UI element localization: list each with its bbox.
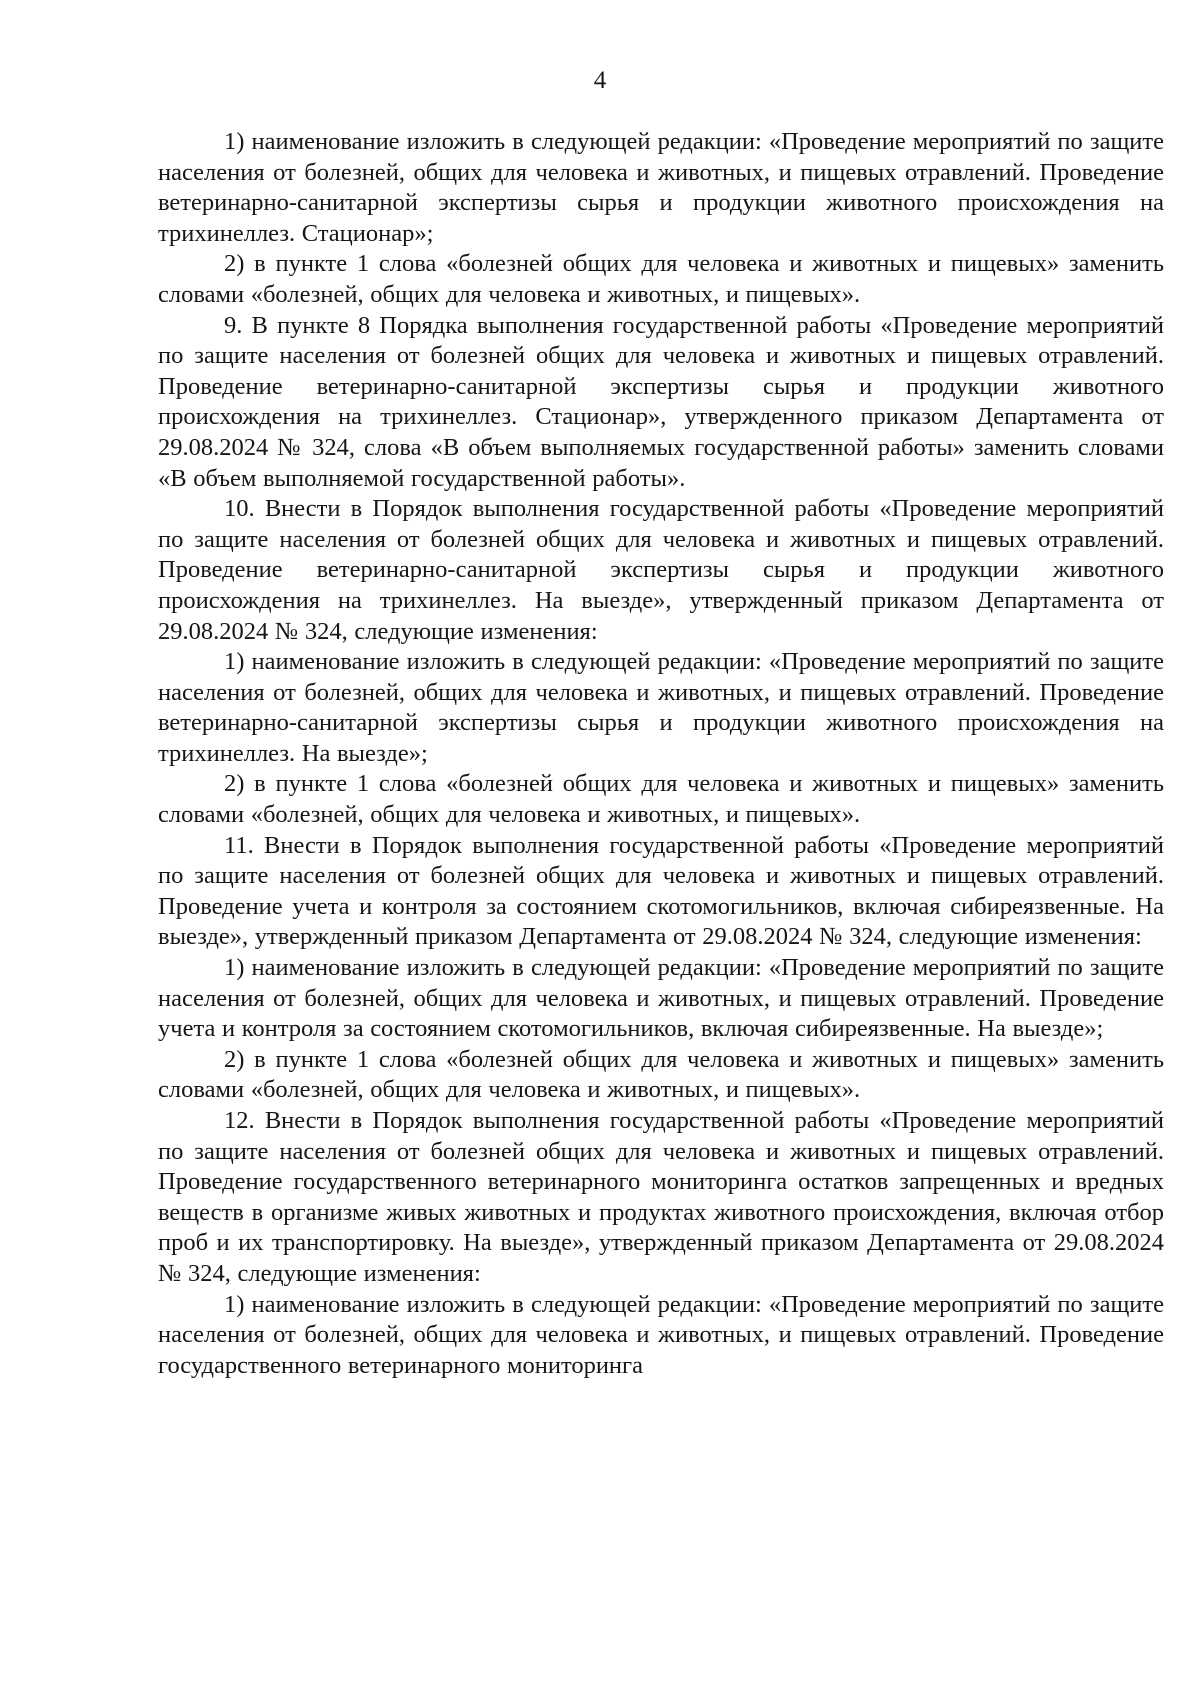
paragraph-item-2-point-1-burial-sites: 2) в пункте 1 слова «болезней общих для человека и животных и пищевых» заменить словами «болезней, общих для человека и животных, и пищевых». (158, 1045, 1164, 1104)
page-number: 4 (593, 67, 607, 94)
paragraph-item-2-point-1-trichinellosis-field: 2) в пункте 1 слова «болезней общих для человека и животных и пищевых» заменить словами «болезней, общих для человека и животных, и пищевых». (158, 770, 1164, 829)
paragraph-item-1-name-monitoring: 1) наименование изложить в следующей редакции: «Проведение мероприятий по защите населения от болезней, общих для человека и животных, и пищевых отравлений. Проведение государственного ветеринарного мониторинга (158, 1290, 1164, 1379)
paragraph-item-1-name-stationary: 1) наименование изложить в следующей редакции: «Проведение мероприятий по защите населения от болезней, общих для человека и животных, и пищевых отравлений. Проведение ветеринарно-санитарной экспертизы сырья и продукции животного происхождения на трихинеллез. Стационар»; (158, 128, 1164, 247)
paragraph-item-2-point-1-stationary: 2) в пункте 1 слова «болезней общих для человека и животных и пищевых» заменить словами «болезней, общих для человека и животных, и пищевых». (158, 250, 1164, 308)
paragraph-item-1-name-trichinellosis-field: 1) наименование изложить в следующей редакции: «Проведение мероприятий по защите населения от болезней, общих для человека и животных, и пищевых отравлений. Проведение ветеринарно-санитарной экспертизы сырья и продукции животного происхождения на трихинеллез. На выезде»; (158, 648, 1164, 767)
paragraph-section-12: 12. Внести в Порядок выполнения государственной работы «Проведение мероприятий по защите населения от болезней общих для человека и животных и пищевых отравлений. Проведение государственного ветеринарного мониторинга остатков запрещенных и вредных веществ в организме живых животных и продуктах животного происхождения, включая отбор проб и их транспортировку. На выезде», утвержденный приказом Департамента от 29.08.2024 № 324, следующие изменения: (158, 1107, 1164, 1287)
paragraph-item-1-name-burial-sites: 1) наименование изложить в следующей редакции: «Проведение мероприятий по защите населения от болезней, общих для человека и животных, и пищевых отравлений. Проведение учета и контроля за состоянием скотомогильников, включая сибиреязвенные. На выезде»; (158, 954, 1164, 1043)
paragraph-section-10: 10. Внести в Порядок выполнения государственной работы «Проведение мероприятий по защите населения от болезней общих для человека и животных и пищевых отравлений. Проведение ветеринарно-санитарной экспертизы сырья и продукции животного происхождения на трихинеллез. На выезде», утвержденный приказом Департамента от 29.08.2024 № 324, следующие изменения: (158, 495, 1164, 645)
paragraph-section-11: 11. Внести в Порядок выполнения государственной работы «Проведение мероприятий по защите населения от болезней общих для человека и животных и пищевых отравлений. Проведение учета и контроля за состоянием скотомогильников, включая сибиреязвенные. На выезде», утвержденный приказом Департамента от 29.08.2024 № 324, следующие изменения: (158, 831, 1164, 951)
paragraph-section-9: 9. В пункте 8 Порядка выполнения государственной работы «Проведение мероприятий по защите населения от болезней общих для человека и животных и пищевых отравлений. Проведение ветеринарно-санитарной экспертизы сырья и продукции животного происхождения на трихинеллез. Стационар», утвержденного приказом Департамента от 29.08.2024 № 324, слова «В объем выполняемых государственной работы» заменить словами «В объем выполняемой государственной работы». (158, 311, 1164, 492)
document-body (158, 127, 1164, 1381)
